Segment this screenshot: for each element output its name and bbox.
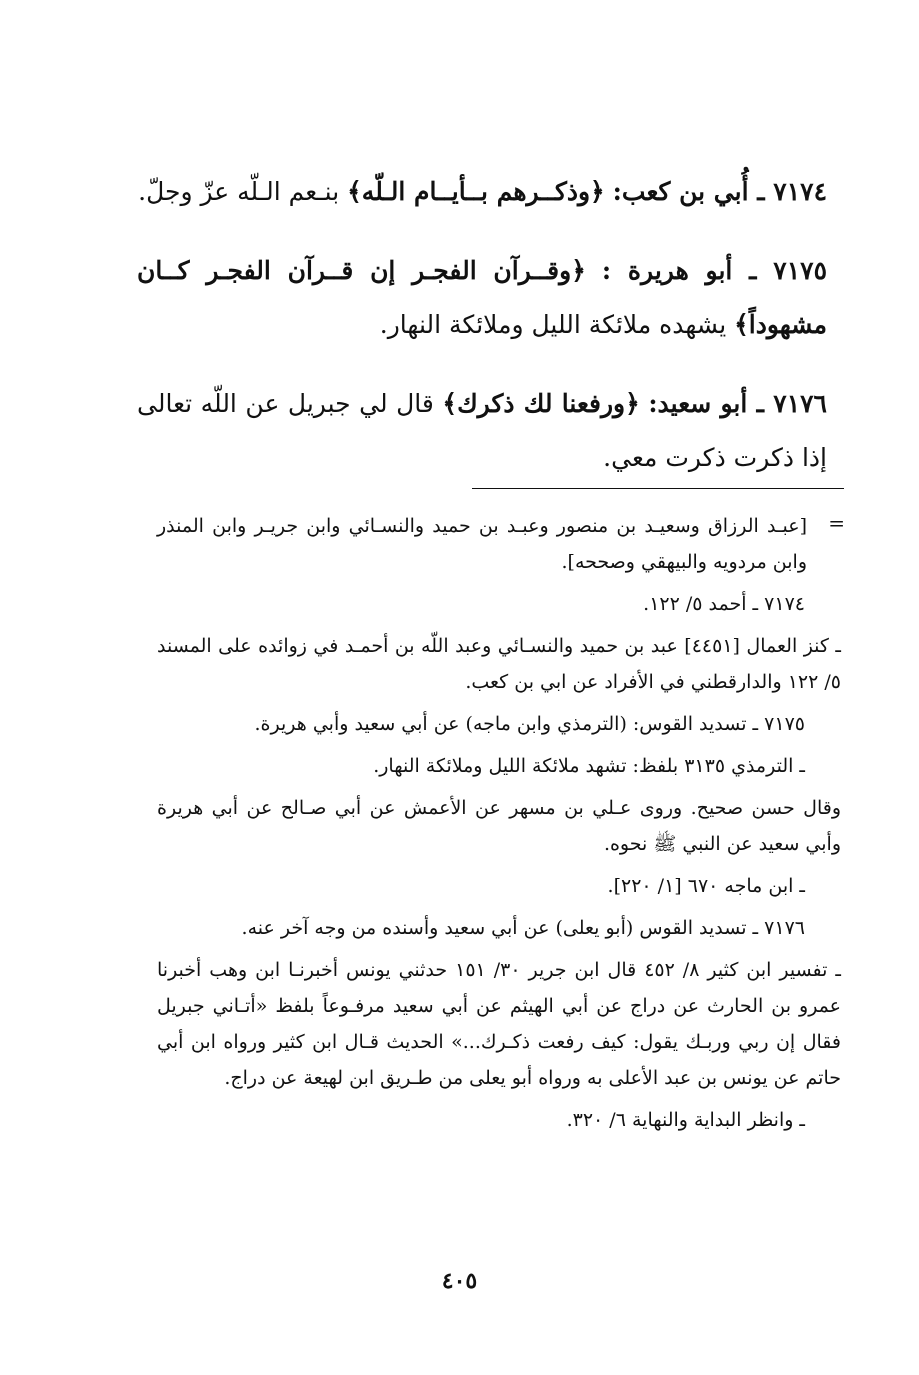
footnotes bbox=[157, 508, 841, 1144]
footnote: ـ الترمذي ٣١٣٥ بلفظ: تشهد ملائكة الليل وملائكة النهار. bbox=[373, 755, 805, 777]
entry-lead: ٧١٧٦ ـ أبو سعيد: bbox=[648, 389, 827, 418]
footnote: ٧١٧٥ ـ تسديد القوس: (الترمذي وابن ماجه) عن أبي سعيد وأبي هريرة. bbox=[254, 713, 805, 735]
footnote: ٧١٧٤ ـ أحمد ٥/ ١٢٢. bbox=[643, 593, 805, 615]
hadith-entry-7174 bbox=[137, 165, 827, 219]
hadith-entry-7175 bbox=[137, 244, 827, 352]
hadith-entry-7176 bbox=[137, 377, 827, 485]
footnote: ـ كنز العمال [٤٤٥١] عبد بن حميد والنسـائي وعبد اللّه بن أحمـد في زوائده على المسند ٥/ ١٢٢ والدارقطني في الأفراد عن ابي بن كعب. bbox=[157, 635, 841, 693]
footnote: ـ ابن ماجه ٦٧٠ [١/ ٢٢٠]. bbox=[607, 875, 805, 897]
entry-quote: ﴿ورفعنا لك ذكرك﴾ bbox=[442, 389, 640, 418]
footnote: ـ وانظر البداية والنهاية ٦/ ٣٢٠. bbox=[566, 1109, 805, 1131]
entry-quote: ﴿وذكــرهم بــأيــام الـلّه﴾ bbox=[347, 177, 605, 206]
entry-quote: ﴿وقــرآن الفجـر إن قــرآن الفجـر كــان مشهوداً﴾ bbox=[137, 256, 827, 339]
footnote: ٧١٧٦ ـ تسديد القوس (أبو يعلى) عن أبي سعيد وأسنده من وجه آخر عنه. bbox=[241, 917, 805, 939]
hadith-entries bbox=[137, 140, 827, 495]
footnote: وقال حسن صحيح. وروى عـلي بن مسهر عن الأعمش عن أبي صـالح عن أبي هريرة وأبي سعيد عن النبي ﷺ نحوه. bbox=[157, 797, 841, 855]
footnote: ـ تفسير ابن كثير ٨/ ٤٥٢ قال ابن جرير ٣٠/ ١٥١ حدثني يونس أخبرنـا ابن وهب أخبرنا عمرو بن الحارث عن دراج عن أبي الهيثم عن أبي سعيد مرفـوعاً بلفظ «أتـاني جبريل فقال إن ربي وربـك يقول: كيف رفعت ذكـرك...» الحديث قـال ابن كثير ورواه ابن أبي حاتم عن يونس بن عبد الأعلى به ورواه أبو يعلى من طـريق ابن لهيعة عن دراج. bbox=[157, 959, 841, 1089]
page-number: ٤٠٥ bbox=[441, 1268, 478, 1294]
continuation-mark: = bbox=[828, 511, 845, 535]
entry-text: قال لي جبريل عن اللّه تعالى إذا ذكرت ذكرت معي. bbox=[137, 389, 827, 472]
entry-text: بنـعم الـلّه عزّ وجلّ. bbox=[138, 177, 340, 206]
footnote: [عبـد الرزاق وسعيـد بن منصور وعبـد بن حميد والنسـائي وابن جريـر وابن المنذر وابن مردويه والبيهقي وصححه]. bbox=[157, 515, 807, 573]
entry-lead: ٧١٧٤ ـ أُبي بن كعب: bbox=[612, 177, 827, 206]
entry-text: يشهده ملائكة الليل وملائكة النهار. bbox=[379, 310, 727, 339]
entry-lead: ٧١٧٥ ـ أبو هريرة : bbox=[601, 256, 828, 285]
footnote-divider bbox=[472, 488, 844, 489]
